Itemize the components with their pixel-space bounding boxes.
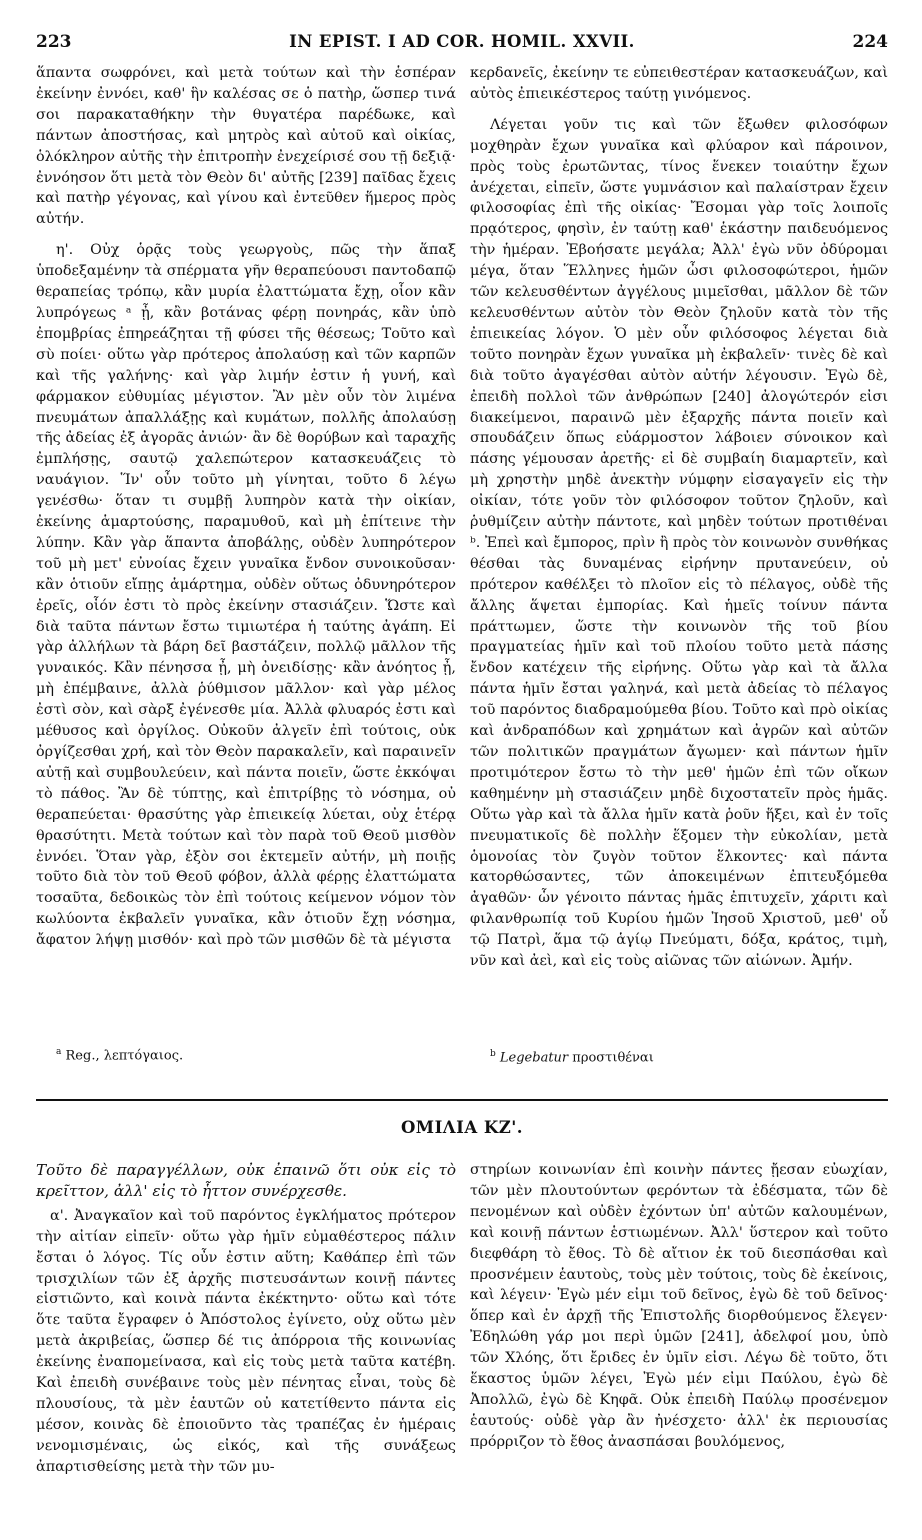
footnote-italic-text: Legebatur — [499, 1050, 569, 1066]
upper-right-column — [470, 63, 888, 972]
paragraph: κερδανεῖς, ἐκείνην τε εὐπειθεστέραν κατασκευάζων, καὶ αὐτὸς ἐπιεικέστερος ταύτῃ γινόμενος. — [470, 65, 888, 102]
section-divider — [36, 1099, 888, 1101]
footnote-text: προστιθέναι — [572, 1050, 654, 1066]
lower-left-column — [36, 1160, 456, 1478]
running-title: IN EPIST. I AD COR. HOMIL. XXVII. — [289, 32, 635, 51]
homily-title: ΟΜΙΛΙΑ ΚΖ'. — [400, 1118, 524, 1137]
scripture-lemma: Τοῦτο δὲ παραγγέλλων, οὐκ ἐπαινῶ ὅτι οὐκ εἰς τὸ κρεῖττον, ἀλλ' εἰς τὸ ἧττον συνέρχεσθε. — [36, 1161, 456, 1200]
running-header — [36, 32, 888, 58]
footnote-marker: b — [490, 1049, 496, 1059]
paragraph: α'. Ἀναγκαῖον καὶ τοῦ παρόντος ἐγκλήματος πρότερον τὴν αἰτίαν εἰπεῖν· οὕτω γὰρ ἡμῖν εὐμαθέστερος πάλιν ἔσται ὁ λόγος. Τίς οὖν ἐστιν αὕτη; Καθάπερ ἐπὶ τῶν τρισχιλίων τῶν ἐξ ἀρχῆς πιστευσάντων κοινῇ πάντες εἱστιῶντο, καὶ κοινὰ πάντα ἐκέκτηντο· οὕτω καὶ τότε ὅτε ταῦτα ἔγραφεν ὁ Ἀπόστολος ἐγίνετο, οὐχ οὕτω μὲν μετὰ ἀκριβείας, ὥσπερ δέ τις ἀπόρροια τῆς κοινωνίας ἐκείνης ἐναπομείνασα, καὶ εἰς τοὺς μετὰ ταῦτα κατέβη. Καὶ ἐπειδὴ συνέβαινε τοὺς μὲν πένητας εἶναι, τοὺς δὲ πλουσίους, τὰ μὲν ἑαυτῶν οὐ κατετίθεντο πάντα εἰς μέσον, κοινὰς δὲ ἐποιοῦντο τὰς τραπέζας ἐν ἡμέραις νενομισμέναις, ὡς εἰκός, καὶ τῆς συνάξεως ἀπαρτισθείσης μετὰ τὴν τῶν μυ- — [36, 1207, 456, 1475]
lower-right-column — [470, 1160, 888, 1453]
paragraph: ἅπαντα σωφρόνει, καὶ μετὰ τούτων καὶ τὴν ἑσπέραν ἐκείνην ἐννόει, καθ' ἣν καλέσας σε ὁ πατὴρ, ὥσπερ τινά σοι παρακαταθήκην τὴν θυγατέρα παρέδωκε, καὶ πάντων ἀποστήσας, καὶ μητρὸς καὶ αὐτοῦ καὶ οἰκίας, ὁλόκληρον αὐτῆς τὴν ἐπιτροπὴν ἐνεχείρισέ σου τῇ δεξιᾷ· ἐννόησον ὅτι μετὰ τὸν Θεὸν δι' αὐτῆς [239] παῖδας ἔχεις καὶ πατὴρ γέγονας, καὶ γίνου καὶ ἐντεῦθεν ἥμερος πρὸς αὐτήν. — [36, 65, 456, 228]
paragraph: στηρίων κοινωνίαν ἐπὶ κοινὴν πάντες ᾔεσαν εὐωχίαν, τῶν μὲν πλουτούντων φερόντων τὰ ἐδέσματα, τῶν δὲ πενομένων καὶ οὐδὲν ἐχόντων ὑπ' αὐτῶν καλουμένων, καὶ κοινῇ πάντων ἑστιωμένων. Ἀλλ' ὕστερον καὶ τοῦτο διεφθάρη τὸ ἔθος. Τὸ δὲ αἴτιον ἐκ τοῦ διεσπάσθαι καὶ προσνέμειν ἑαυτοὺς, τοὺς μὲν τούτοις, τοὺς δὲ ἐκείνοις, καὶ λέγειν· Ἐγὼ μέν εἰμι τοῦ δεῖνος, ἐγὼ δὲ τοῦ δεῖνος· ὅπερ καὶ ἐν ἀρχῇ τῆς Ἐπιστολῆς διορθούμενος ἔλεγεν· Ἐδηλώθη γάρ μοι περὶ ὑμῶν [241], ἀδελφοί μου, ὑπὸ τῶν Χλόης, ὅτι ἔριδες ἐν ὑμῖν εἰσι. Λέγω δὲ τοῦτο, ὅτι ἕκαστος ὑμῶν λέγει, Ἐγὼ μέν εἰμι Παύλου, ἐγὼ δὲ Ἀπολλῶ, ἐγὼ δὲ Κηφᾶ. Οὐκ ἐπειδὴ Παύλῳ προσένεμον ἑαυτούς· οὐδὲ γὰρ ἂν ἠνέσχετο· ἀλλ' ἐκ περιουσίας πρόρριζον τὸ ἔθος ἀνασπάσαι βουλόμενος, — [470, 1162, 888, 1450]
page-number-left: 223 — [36, 32, 72, 52]
page-number-right: 224 — [852, 32, 888, 52]
upper-left-column — [36, 63, 456, 951]
footnote-text: Reg., λεπτόγαιος. — [65, 1048, 184, 1064]
paragraph: Λέγεται γοῦν τις καὶ τῶν ἔξωθεν φιλοσόφων μοχθηρὰν ἔχων γυναῖκα καὶ φλύαρον καὶ πάροινον, πρὸς τοὺς ἐρωτῶντας, τίνος ἕνεκεν τοιαύτην ἔχων ἀνέχεται, εἰπεῖν, ὥστε γυμνάσιον καὶ παλαίστραν ἔχειν φιλοσοφίας ἐπὶ τῆς οἰκίας· Ἔσομαι γὰρ τοῖς λοιποῖς πρᾳότερος, φησὶν, ἐν ταύτῃ καθ' ἑκάστην παιδευόμενος τὴν ἡμέραν. Ἐβοήσατε μεγάλα; Ἀλλ' ἐγὼ νῦν ὀδύρομαι μέγα, ὅταν Ἕλληνες ἡμῶν ὦσι φιλοσοφώτεροι, ἡμῶν τῶν κελευσθέντων ἀγγέλους μιμεῖσθαι, μᾶλλον δὲ τῶν κελευσθέντων αὐτὸν τὸν Θεὸν ζηλοῦν κατὰ τὸν τῆς ἐπιεικείας λόγον. Ὁ μὲν οὖν φιλόσοφος λέγεται διὰ τοῦτο πονηρὰν ἔχων γυναῖκα μὴ ἐκβαλεῖν· τινὲς δὲ καὶ διὰ τοῦτο ἀγαγέσθαι αὐτὸν αὐτήν λέγουσιν. Ἐγὼ δὲ, ἐπειδὴ πολλοὶ τῶν ἀνθρώπων [240] ἀλογώτερόν εἰσι διακείμενοι, παραινῶ μὲν ἐξαρχῆς πάντα ποιεῖν καὶ σπουδάζειν ὅπως εὐάρμοστον λάβοιεν σύνοικον καὶ πάσης γέμουσαν ἀρετῆς· εἰ δὲ συμβαίη διαμαρτεῖν, καὶ μὴ χρηστὴν μηδὲ ἀνεκτὴν νύμφην εἰσαγαγεῖν εἰς τὴν οἰκίαν, τότε γοῦν τὸν φιλόσοφον τοῦτον ζηλοῦν, καὶ ῥυθμίζειν αὐτὴν πάντοτε, καὶ μηδὲν τούτων προτιθέναι ᵇ. Ἐπεὶ καὶ ἔμπορος, πρὶν ἢ πρὸς τὸν κοινωνὸν συνθήκας θέσθαι τὰς δυναμένας εἰρήνην πρυτανεύειν, οὐ πρότερον καθέλξει τὸ πλοῖον εἰς τὸ πέλαγος, οὐδὲ τῆς ἄλλης ἅψεται ἐμπορίας. Καὶ ἡμεῖς τοίνυν πάντα πράττωμεν, ὥστε τὴν κοινωνὸν τῆς τοῦ βίου πραγματείας ἡμῖν καὶ τοῦ πλοίου τοῦτο μετὰ πάσης ἔνδον κατέχειν τῆς εἰρήνης. Οὕτω γὰρ καὶ τὰ ἄλλα πάντα ἡμῖν ἔσται γαληνά, καὶ μετὰ ἀδείας τὸ πέλαγος τοῦ παρόντος διαδραμούμεθα βίου. Τοῦτο καὶ πρὸ οἰκίας καὶ ἀνδραπόδων καὶ χρημάτων καὶ ἀγρῶν καὶ αὐτῶν τῶν πολιτικῶν πραγμάτων ἄγωμεν· καὶ πάντων ἡμῖν προτιμότερον ἔστω τὸ τὴν μεθ' ἡμῶν ἐπὶ τῶν οἴκων καθημένην μὴ στασιάζειν μηδὲ διχοστατεῖν πρὸς ἡμᾶς. Οὕτω γὰρ καὶ τὰ ἄλλα ἡμῖν κατὰ ῥοῦν ἥξει, καὶ ἐν τοῖς πνευματικοῖς δὲ πολλὴν ἕξομεν τὴν εὐκολίαν, μετὰ ὁμονοίας τὸν ζυγὸν τοῦτον ἕλκοντες· καὶ πάντα κατορθώσαντες, τῶν ἀποκειμένων ἐπιτευξόμεθα ἀγαθῶν· ὧν γένοιτο πάντας ἡμᾶς ἐπιτυχεῖν, χάριτι καὶ φιλανθρωπίᾳ τοῦ Κυρίου ἡμῶν Ἰησοῦ Χριστοῦ, μεθ' οὗ τῷ Πατρὶ, ἅμα τῷ ἁγίῳ Πνεύματι, δόξα, κράτος, τιμὴ, νῦν καὶ ἀεὶ, καὶ εἰς τοὺς αἰῶνας τῶν αἰώνων. Ἀμήν. — [470, 116, 888, 970]
paragraph: η'. Οὐχ ὁρᾷς τοὺς γεωργοὺς, πῶς τὴν ἅπαξ ὑποδεξαμένην τὰ σπέρματα γῆν θεραπεύουσι παντοδαπῷ θεραπείας τρόπῳ, κἂν μυρία ἐλαττώματα ἔχῃ, οἷον κἂν λυπρόγεως ᵃ ᾖ, κἂν βοτάνας φέρῃ πονηράς, κἂν ὑπὸ ἐπομβρίας ἐπηρεάζηται τῇ φύσει τῆς θέσεως; Τοῦτο καὶ σὺ ποίει· οὕτω γὰρ πρότερος ἀπολαύσῃ καὶ τῶν καρπῶν καὶ τῆς γαλήνης· καὶ γὰρ λιμήν ἐστιν ἡ γυνή, καὶ φάρμακον εὐθυμίας μέγιστον. Ἂν μὲν οὖν τὸν λιμένα πνευμάτων ἀπαλλάξῃς καὶ κυμάτων, πολλῆς ἀπολαύσῃ τῆς ἀδείας ἐξ ἀγορᾶς ἀνιών· ἂν δὲ θορύβων καὶ ταραχῆς ἐμπλήσῃς, σαυτῷ χαλεπώτερον κατασκευάζεις τὸ ναυάγιον. Ἵν' οὖν τοῦτο μὴ γίνηται, τοῦτο δ λέγω γενέσθω· ὅταν τι συμβῇ λυπηρὸν κατὰ τὴν οἰκίαν, ἐκείνης ἁμαρτούσης, παραμυθοῦ, καὶ μὴ ἐπίτεινε τὴν λύπην. Κἂν γὰρ ἅπαντα ἀποβάλῃς, οὐδὲν λυπηρότερον τοῦ μὴ μετ' εὐνοίας ἔχειν γυναῖκα ἔνδον συνοικοῦσαν· κἂν ὁτιοῦν εἴπῃς ἁμάρτημα, οὐδὲν οὕτως ὀδυνηρότερον ἐρεῖς, οἷόν ἐστι τὸ πρὸς ἐκείνην στασιάζειν. Ὥστε καὶ διὰ ταῦτα πάντων ἔστω τιμιωτέρα ἡ ταύτης ἀγάπη. Εἰ γὰρ ἀλλήλων τὰ βάρη δεῖ βαστάζειν, πολλῷ μᾶλλον τῆς γυναικός. Κἂν πένησσα ᾖ, μὴ ὀνειδίσῃς· κἂν ἀνόητος ᾖ, μὴ ἐπέμβαινε, ἀλλὰ ῥύθμισον μᾶλλον· καὶ γὰρ μέλος ἐστὶ σὸν, καὶ σὰρξ ἐγένεσθε μία. Ἀλλὰ φλυαρός ἐστι καὶ μέθυσος καὶ ὀργίλος. Οὐκοῦν ἀλγεῖν ἐπὶ τούτοις, οὐκ ὀργίζεσθαι χρή, καὶ τὸν Θεὸν παρακαλεῖν, καὶ παραινεῖν αὐτῇ καὶ συμβουλεύειν, καὶ πάντα ποιεῖν, ὥστε ἐκκόψαι τὸ πάθος. Ἂν δὲ τύπτῃς, καὶ ἐπιτρίβῃς τὸ νόσημα, οὐ θεραπεύεται· θρασύτης γὰρ ἐπιεικείᾳ λύεται, οὐχ ἑτέρᾳ θρασύτητι. Μετὰ τούτων καὶ τὸν παρὰ τοῦ Θεοῦ μισθὸν ἐννόει. Ὅταν γὰρ, ἐξὸν σοι ἐκτεμεῖν αὐτήν, μὴ ποιῇς τοῦτο διὰ τὸν τοῦ Θεοῦ φόβον, ἀλλὰ φέρῃς ἐλαττώματα τοσαῦτα, δεδοικὼς τὸν ἐπὶ τούτοις κείμενον νόμον τὸν κωλύοντα ἐκβαλεῖν γυναῖκα, κἂν ὁτιοῦν ἔχῃ νόσημα, ἄφατον λήψῃ μισθόν· καὶ πρὸ τῶν μισθῶν δὲ τὰ μέγιστα — [36, 242, 456, 949]
footnote-right — [490, 1049, 654, 1065]
footnote-left — [56, 1047, 183, 1063]
footnote-marker: a — [56, 1047, 62, 1057]
